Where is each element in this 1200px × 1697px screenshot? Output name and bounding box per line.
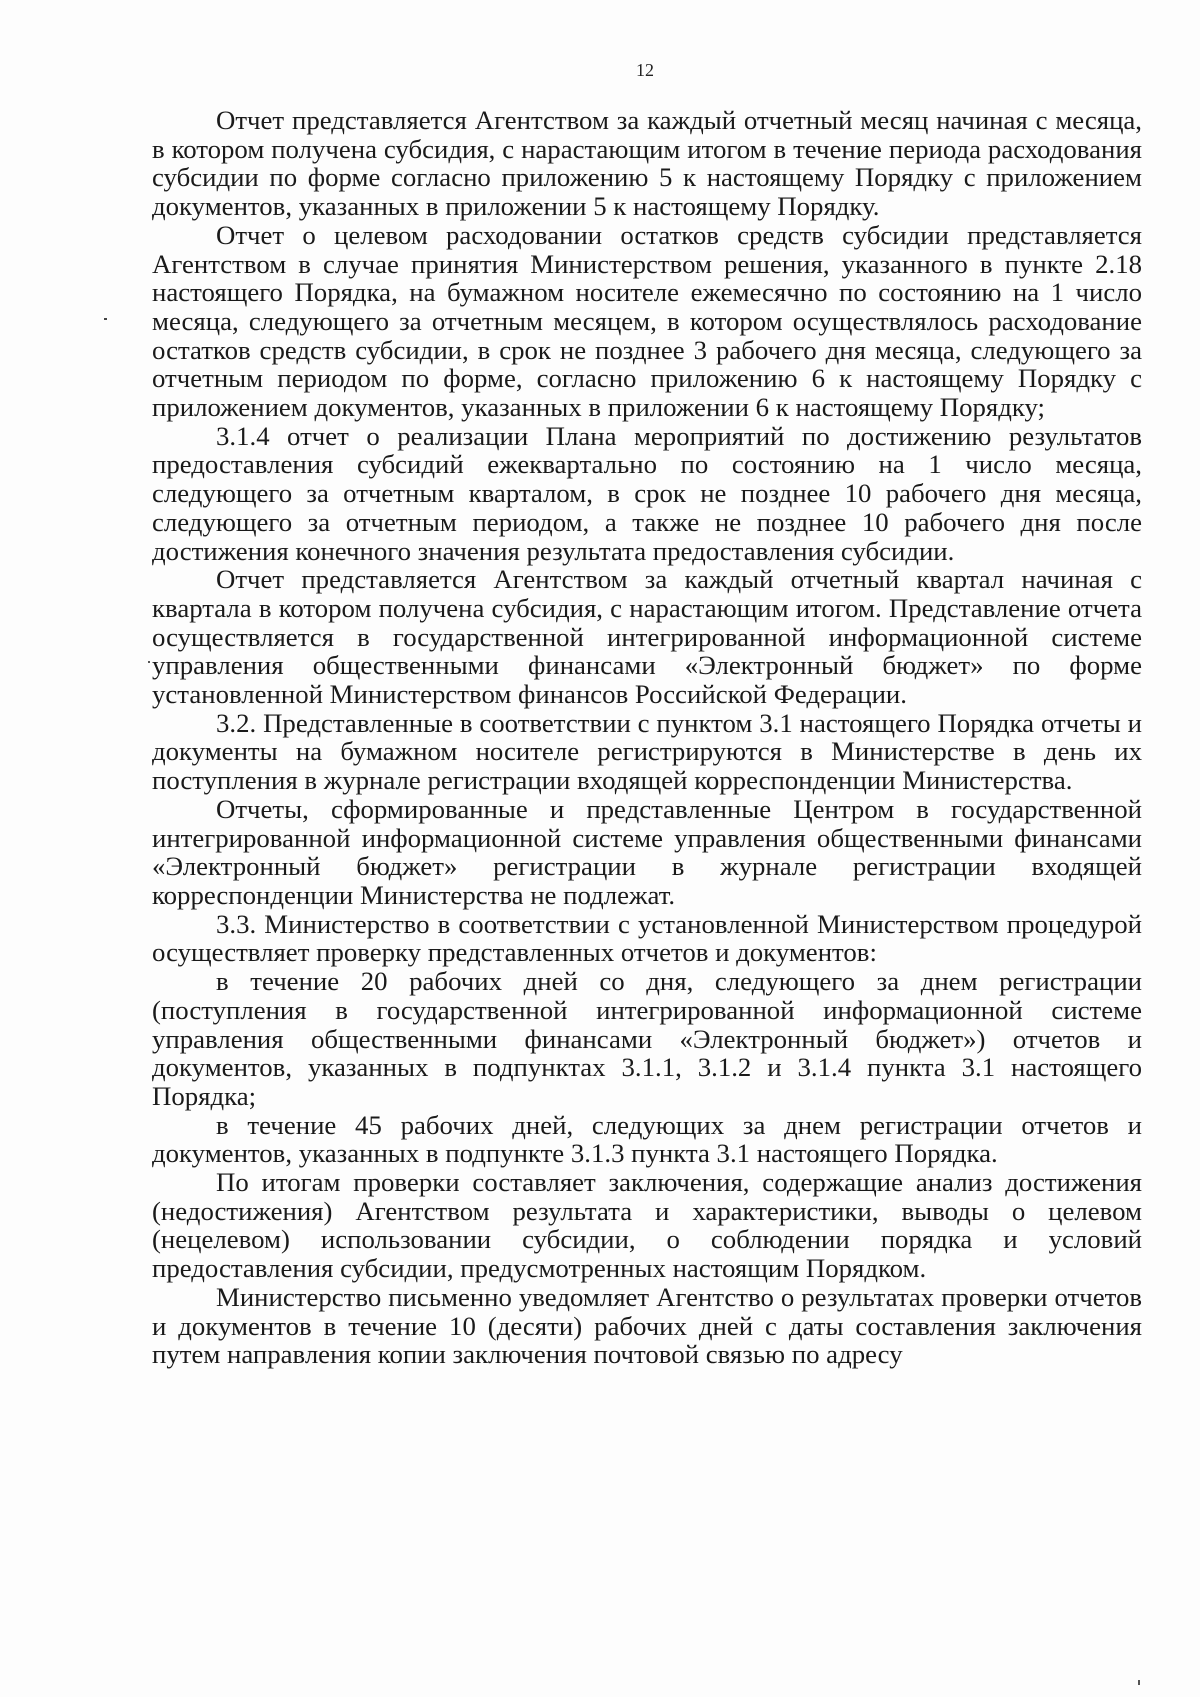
scan-speck bbox=[1138, 1680, 1140, 1685]
paragraph-3-2: 3.2. Представленные в соответствии с пунктом 3.1 настоящего Порядка отчеты и документы на бумажном носителе регистрируются в Министерстве в день их поступления в журнале регистрации входящей корреспонденции Министерства. bbox=[152, 707, 1142, 796]
document-body bbox=[152, 106, 1142, 1369]
scan-speck bbox=[104, 318, 107, 320]
page-number: 12 bbox=[636, 60, 654, 80]
paragraph-45-days: в течение 45 рабочих дней, следующих за днем регистрации отчетов и документов, указанных в подпункте 3.1.3 пункта 3.1 настоящего Порядка. bbox=[152, 1109, 1142, 1169]
paragraph-report-quarterly: Отчет представляется Агентством за каждый отчетный квартал начиная с квартала в котором получена субсидия, с нарастающим итогом. Представление отчета осуществляется в государственной интегрированной информационной системе управления общественными финансами «Электронный бюджет» по форме установленной Министерством финансов Российской Федерации. bbox=[152, 564, 1142, 710]
paragraph-conclusions: По итогам проверки составляет заключения, содержащие анализ достижения (недостижения) Агентством результата и характеристики, выводы о целевом (нецелевом) использовании субсидии, о соблюдении порядка и условий предоставления субсидии, предусмотренных настоящим Порядком. bbox=[152, 1167, 1142, 1284]
paragraph-report-residual-funds: Отчет о целевом расходовании остатков средств субсидии представляется Агентством в случае принятия Министерством решения, указанного в пункте 2.18 настоящего Порядка, на бумажном носителе ежемесячно по состоянию на 1 число месяца, следующего за отчетным месяцем, в котором осуществлялось расходование остатков средств субсидии, в срок не позднее 3 рабочего дня месяца, следующего за отчетным периодом по форме, согласно приложению 6 к настоящему Порядку с приложением документов, указанных в приложении 6 к настоящему Порядку; bbox=[152, 219, 1142, 423]
paragraph-report-monthly: Отчет представляется Агентством за каждый отчетный месяц начиная с месяца, в котором получена субсидия, с нарастающим итогом в течение периода расходования субсидии по форме согласно приложению 5 к настоящему Порядку с приложением документов, указанных в приложении 5 к настоящему Порядку. bbox=[152, 105, 1142, 222]
scan-speck bbox=[148, 661, 150, 663]
paragraph-3-3: 3.3. Министерство в соответствии с установленной Министерством процедурой осуществляет проверку представленных отчетов и документов: bbox=[152, 908, 1142, 968]
paragraph-3-1-4: 3.1.4 отчет о реализации Плана мероприятий по достижению результатов предоставления субсидий ежеквартально по состоянию на 1 число месяца, следующего за отчетным кварталом, в срок не позднее 10 рабочего дня месяца, следующего за отчетным периодом, а также не позднее 10 рабочего дня после достижения конечного значения результата предоставления субсидии. bbox=[152, 420, 1142, 566]
paragraph-20-days: в течение 20 рабочих дней со дня, следующего за днем регистрации (поступления в государственной интегрированной информационной системе управления общественными финансами «Электронный бюджет») отчетов и документов, указанных в подпунктах 3.1.1, 3.1.2 и 3.1.4 пункта 3.1 настоящего Порядка; bbox=[152, 966, 1142, 1111]
paragraph-electronic-budget-reports: Отчеты, сформированные и представленные Центром в государственной интегрированной информационной системе управления общественными финансами «Электронный бюджет» регистрации в журнале регистрации входящей корреспонденции Министерства не подлежат. bbox=[152, 793, 1142, 910]
paragraph-notification: Министерство письменно уведомляет Агентство о результатах проверки отчетов и документов в течение 10 (десяти) рабочих дней с даты составления заключения путем направления копии заключения почтовой связью по адресу bbox=[152, 1281, 1142, 1370]
